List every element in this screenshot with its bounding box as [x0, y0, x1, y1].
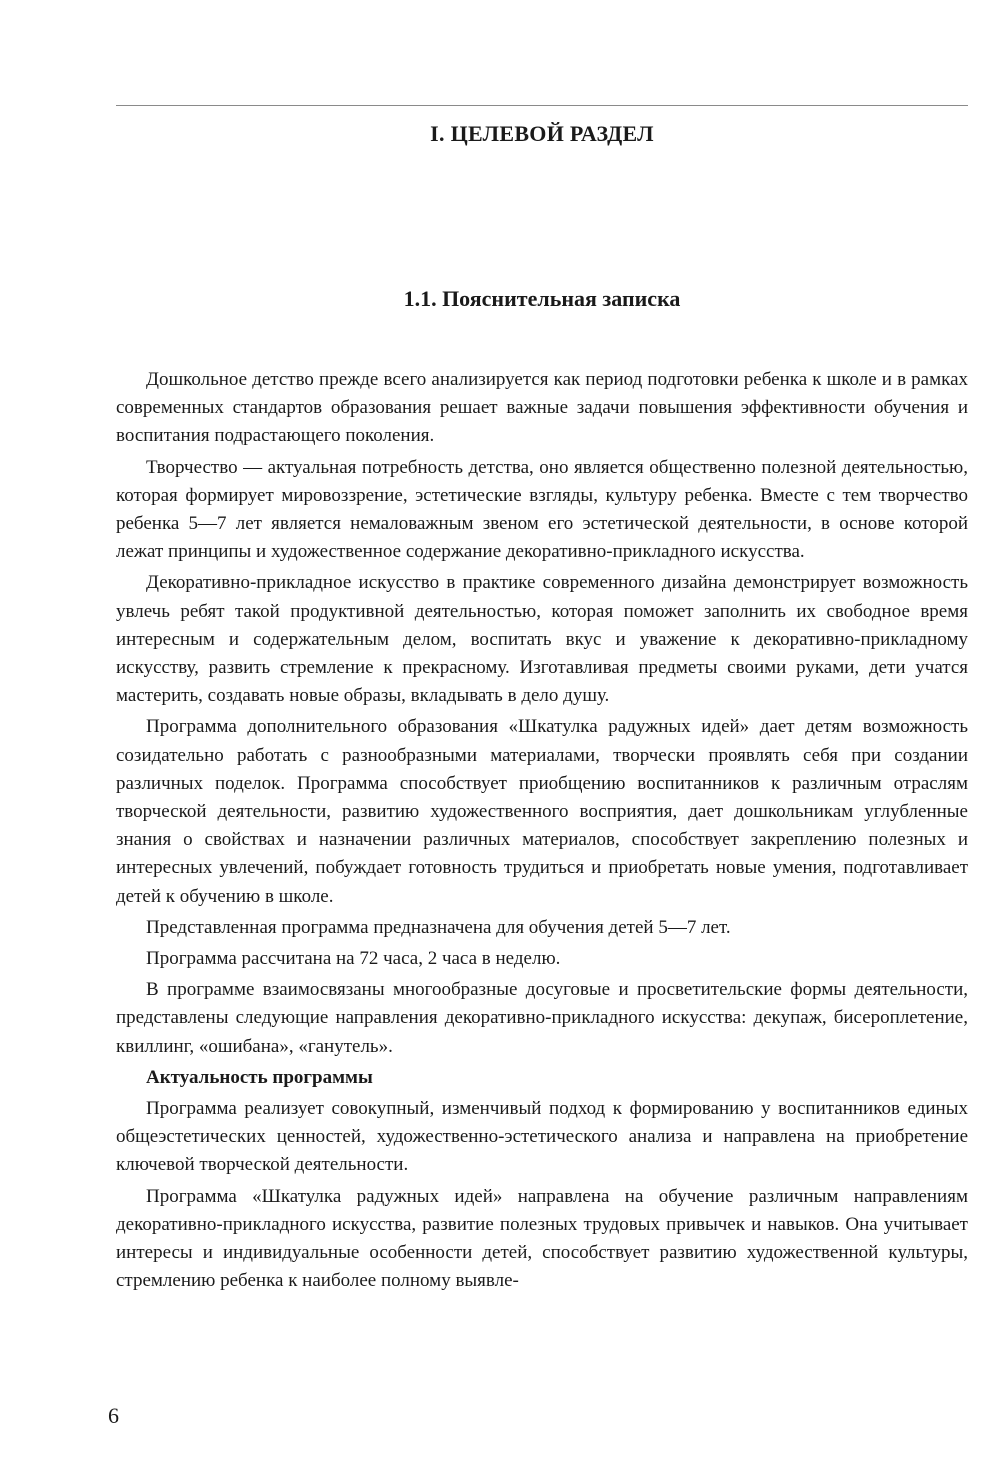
paragraph: Программа рассчитана на 72 часа, 2 часа в неделю.	[146, 948, 561, 970]
paragraph: Представленная программа предназначена для обучения детей 5—7 лет.	[146, 916, 731, 938]
subsection-title: 1.1. Пояснительная записка	[403, 286, 681, 311]
paragraph: Программа «Шкатулка радужных идей» направлена на обучение различным направлениям декоративно-прикладного искусства, развитие полезных трудовых привычек и навыков. Она учитывает интересы и индивидуальные особенности детей, способствует развитию художественной культуры, стремлению ребенка к наиболее полному выявле-	[116, 1185, 968, 1292]
body-text	[116, 366, 968, 1299]
paragraph: Программа реализует совокупный, изменчивый подход к формированию у воспитанников единых общеэстетических ценностей, художественно-эстетического анализа и направлена на приобретение ключевой творческой деятельности.	[116, 1098, 968, 1176]
paragraph: Декоративно-прикладное искусство в практике современного дизайна демонстрирует возможность увлечь ребят такой продуктивной деятельностью, которая поможет заполнить их свободное время интересным и содержательным делом, воспитать вкус и уважение к декоративно-прикладному искусству, развить стремление к прекрасному. Изготавливая предметы своими руками, дети учатся мастерить, создавать новые образы, вкладывать в дело душу.	[116, 572, 968, 707]
paragraph: В программе взаимосвязаны многообразные досуговые и просветительские формы деятельности, представлены следующие направления декоративно-прикладного искусства: декупаж, бисероплетение, квиллинг, «ошибана», «ганутель».	[116, 979, 968, 1057]
top-rule	[116, 105, 968, 106]
page-number: 6	[108, 1403, 119, 1428]
paragraph: Творчество — актуальная потребность детства, оно является общественно полезной деятельностью, которая формирует мировоззрение, эстетические взгляды, культуру ребенка. Вместе с тем творчество ребенка 5—7 лет является немаловажным звеном его эстетической деятельности, в основе которой лежат принципы и художественное содержание декоративно-прикладного искусства.	[116, 456, 968, 563]
section-title: I. ЦЕЛЕВОЙ РАЗДЕЛ	[430, 121, 654, 146]
paragraph: Дошкольное детство прежде всего анализируется как период подготовки ребенка к школе и в рамках современных стандартов образования решает важные задачи повышения эффективности обучения и воспитания подрастающего поколения.	[116, 369, 968, 447]
subheading: Актуальность программы	[146, 1066, 373, 1088]
paragraph: Программа дополнительного образования «Шкатулка радужных идей» дает детям возможность созидательно работать с разнообразными материалами, творчески проявлять себя при создании различных поделок. Программа способствует приобщению воспитанников к различным отраслям творческой деятельности, развитию художественного восприятия, дает дошкольникам углубленные знания о свойствах и назначении различных материалов, способствует закреплению полезных и интересных увлечений, побуждает готовность трудиться и приобретать новые умения, подготавливает детей к обучению в школе.	[116, 716, 968, 907]
